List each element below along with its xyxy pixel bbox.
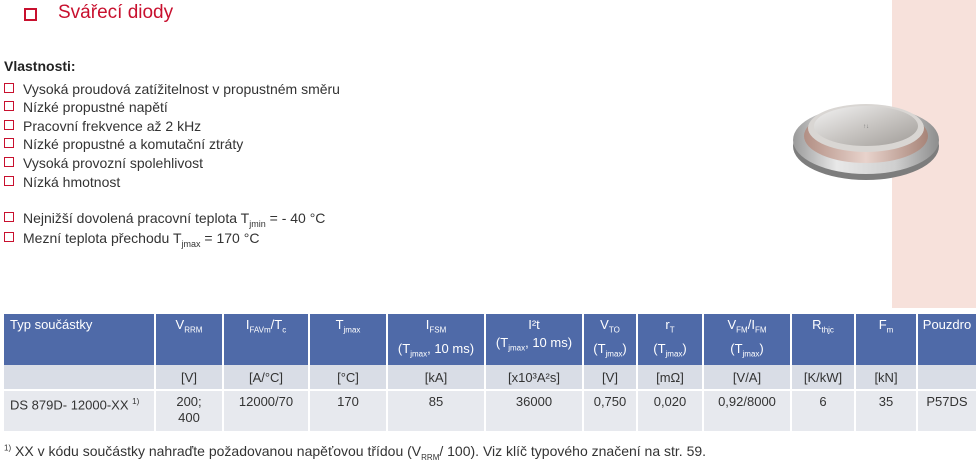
table-units-row [4, 365, 976, 390]
cell-vrrm: 200; 400 [155, 390, 223, 431]
feature-item: Nízké propustné napětí [4, 99, 168, 115]
cell-vto: 0,750 [583, 390, 637, 431]
page-title: Svářecí diody [58, 2, 174, 23]
cell-ifav: 12000/70 [223, 390, 309, 431]
svg-text:↑↓: ↑↓ [863, 124, 869, 130]
cell-tjmax: 170 [309, 390, 387, 431]
unit-cell: [mΩ] [637, 365, 703, 390]
unit-cell: [°C] [309, 365, 387, 390]
unit-cell: [kA] [387, 365, 485, 390]
checkbox-icon [4, 83, 14, 93]
cell-ifsm: 85 [387, 390, 485, 431]
unit-cell: [A/°C] [223, 365, 309, 390]
feature-item: Nízké propustné a komutační ztráty [4, 136, 243, 152]
cell-type: DS 879D- 12000-XX $^{1)}$ [4, 390, 155, 431]
footnote: $^{1)}$ XX v kódu součástky nahraďte požadovanou napěťovou třídou ($V_{RRM}/$ 100). Viz klíč typového značení na str. 59. [4, 443, 707, 462]
checkbox-icon [4, 176, 14, 186]
unit-cell: [K/kW] [791, 365, 855, 390]
title-bullet-icon [24, 8, 37, 21]
header-rthjc: $R_{thjc}$ [791, 314, 855, 365]
header-vto: $V_{TO}$ $(T_{jmax})$ [583, 314, 637, 365]
checkbox-icon [4, 101, 14, 111]
unit-cell: [kN] [855, 365, 917, 390]
header-case: Pouzdro [917, 314, 976, 365]
header-rt: $r_T$ $(T_{jmax})$ [637, 314, 703, 365]
properties-heading: Vlastnosti: [4, 58, 76, 74]
header-type: Typ součástky [4, 314, 155, 365]
header-fm: $F_m$ [855, 314, 917, 365]
checkbox-icon [4, 232, 14, 242]
header-vrrm: $V_{RRM}$ [155, 314, 223, 365]
header-tjmax: $T_{jmax}$ [309, 314, 387, 365]
feature-item: Pracovní frekvence až 2 kHz [4, 118, 201, 134]
checkbox-icon [4, 120, 14, 130]
temperature-min: Nejnižší dovolená pracovní teplota $T_{jmin}$ = - 40 °C [4, 210, 325, 229]
checkbox-icon [4, 138, 14, 148]
table-row [4, 390, 976, 431]
header-ifsm: $I_{FSM}$ ($T_{jmax}$, 10 ms) [387, 314, 485, 365]
cell-case: P57DS [917, 390, 976, 431]
unit-cell: [V/A] [703, 365, 791, 390]
cell-vfm: 0,92/8000 [703, 390, 791, 431]
cell-rthjc: 6 [791, 390, 855, 431]
unit-cell: [V] [155, 365, 223, 390]
cell-rt: 0,020 [637, 390, 703, 431]
feature-item: Vysoká proudová zatížitelnost v propustném směru [4, 81, 340, 97]
cell-i2t: 36000 [485, 390, 583, 431]
unit-cell [4, 365, 155, 390]
checkbox-icon [4, 157, 14, 167]
temperature-max: Mezní teplota přechodu $T_{jmax} = 170$ °C [4, 230, 259, 249]
checkbox-icon [4, 212, 14, 222]
unit-cell [917, 365, 976, 390]
diode-photo [786, 84, 946, 194]
feature-item: Vysoká provozní spolehlivost [4, 155, 203, 171]
unit-cell: [V] [583, 365, 637, 390]
diode-spec-table [4, 314, 976, 431]
unit-cell: [x10³A²s] [485, 365, 583, 390]
feature-item: Nízká hmotnost [4, 174, 120, 190]
cell-fm: 35 [855, 390, 917, 431]
header-ifav: $I_{FAVm}/T_c$ [223, 314, 309, 365]
header-vfm: $V_{FM}/I_{FM}$ $(T_{jmax})$ [703, 314, 791, 365]
header-i2t: I²t ($T_{jmax}$, 10 ms) [485, 314, 583, 365]
table-header-row [4, 314, 976, 365]
